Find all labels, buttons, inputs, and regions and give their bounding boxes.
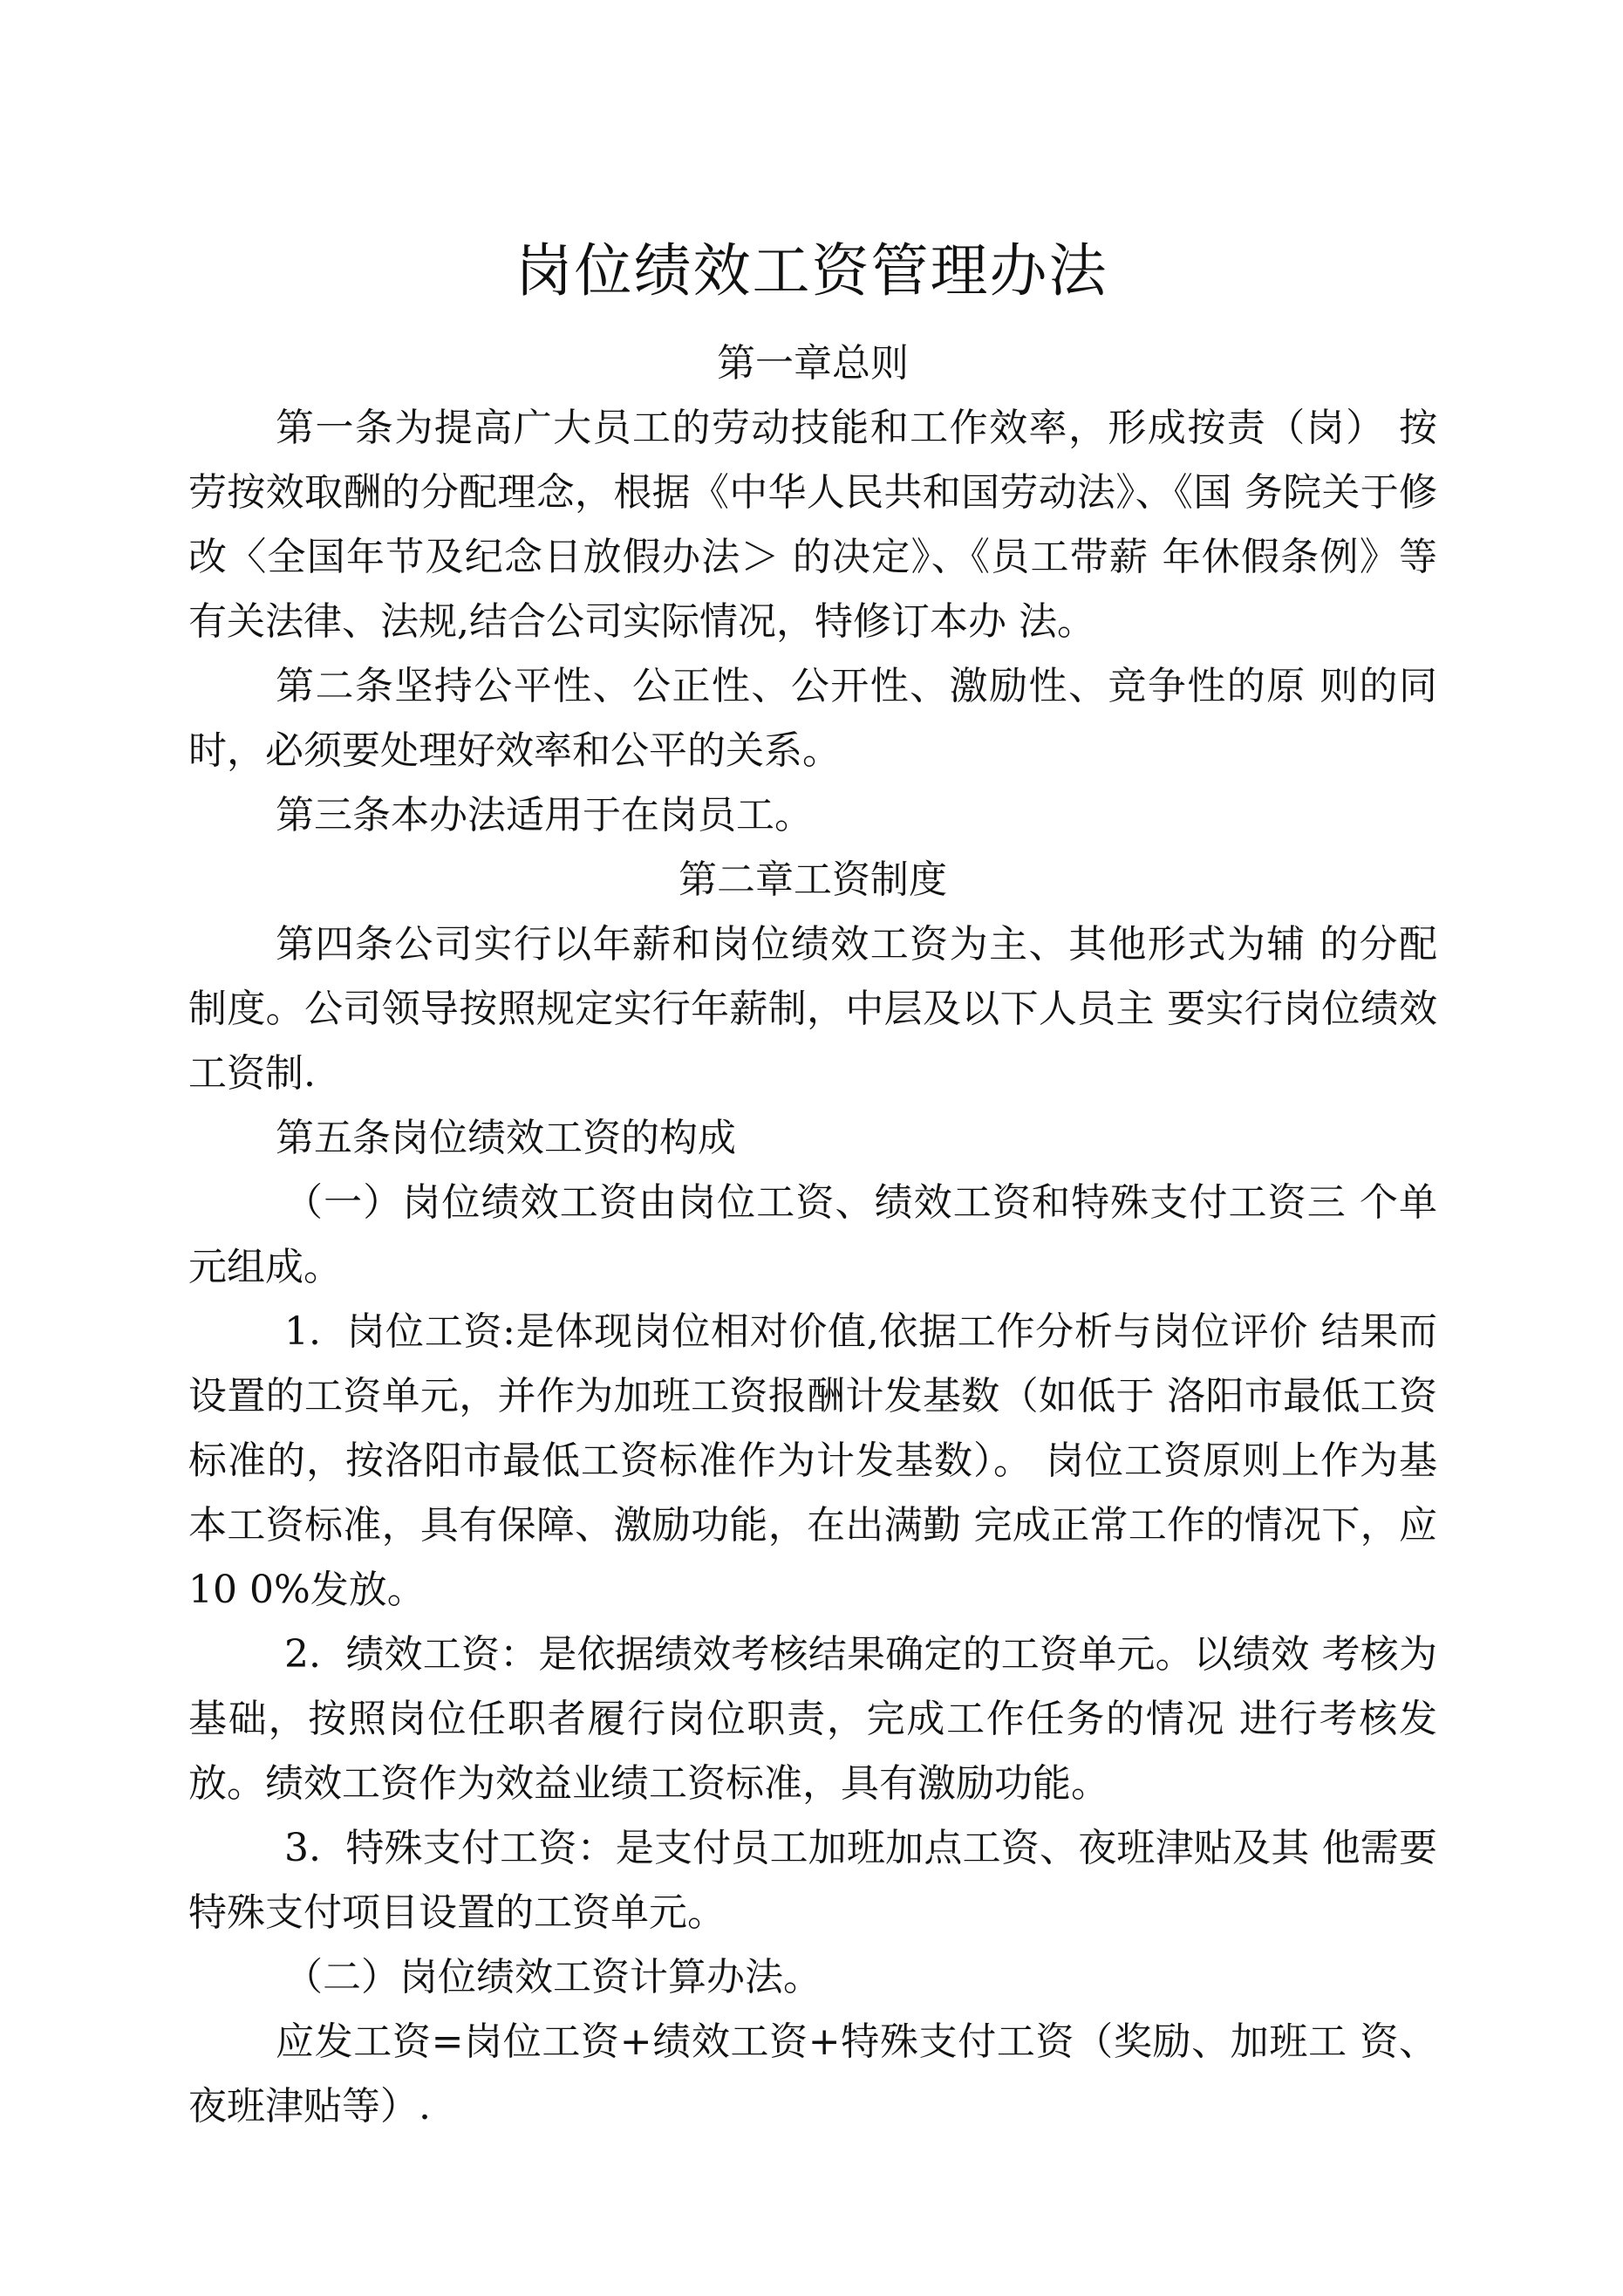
- article-5: 第五条岗位绩效工资的构成: [276, 1116, 736, 1160]
- section-2: （二）岗位绩效工资计算办法。: [284, 1955, 822, 1999]
- article-1: 第一条为提高广大员工的劳动技能和工作效率，形成按责（岗） 按劳按效取酬的分配理念，根据《中华人民共和国劳动法》、《国 务院关于修改〈全国年节及纪念日放假办法＞ 的决定》、《员工带薪 年休假条例》等有关法律、法规,结合公司实际情况，特修订本办 法。: [188, 406, 1437, 644]
- article-3: 第三条本办法适用于在岗员工。: [276, 793, 813, 837]
- article-2: 第二条坚持公平性、公正性、公开性、激励性、竞争性的原 则的同时，必须要处理好效率和公平的关系。: [188, 664, 1437, 773]
- list-item-1: 1. 岗位工资:是体现岗位相对价值,依据工作分析与岗位评价 结果而设置的工资单元，并作为加班工资报酬计发基数（如低于 洛阳市最低工资标准的，按洛阳市最低工资标准作为计发基数）。 岗位工资原则上作为基本工资标准，具有保障、激励功能，在出满勤 完成正常工作的情况下，应 10 0%发放。: [188, 1309, 1437, 1612]
- document-body: [188, 331, 1437, 2139]
- chapter-heading-1: 第一章总则: [717, 341, 909, 386]
- list-item-3: 3. 特殊支付工资：是支付员工加班加点工资、夜班津贴及其 他需要特殊支付项目设置的工资单元。: [188, 1826, 1437, 1935]
- section-1: （一）岗位绩效工资由岗位工资、绩效工资和特殊支付工资三 个单元组成。: [188, 1180, 1437, 1289]
- salary-formula: 应发工资=岗位工资+绩效工资+特殊支付工资（奖励、加班工 资、夜班津贴等）.: [188, 2019, 1437, 2129]
- article-4: 第四条公司实行以年薪和岗位绩效工资为主、其他形式为辅 的分配制度。公司领导按照规定实行年薪制，中层及以下人员主 要实行岗位绩效工资制.: [188, 922, 1437, 1096]
- list-item-2: 2. 绩效工资：是依据绩效考核结果确定的工资单元。以绩效 考核为基础，按照岗位任职者履行岗位职责，完成工作任务的情况 进行考核发放。绩效工资作为效益业绩工资标准，具有激励功能。: [188, 1632, 1437, 1806]
- document-title: 岗位绩效工资管理办法: [515, 237, 1108, 304]
- chapter-heading-2: 第二章工资制度: [679, 858, 947, 902]
